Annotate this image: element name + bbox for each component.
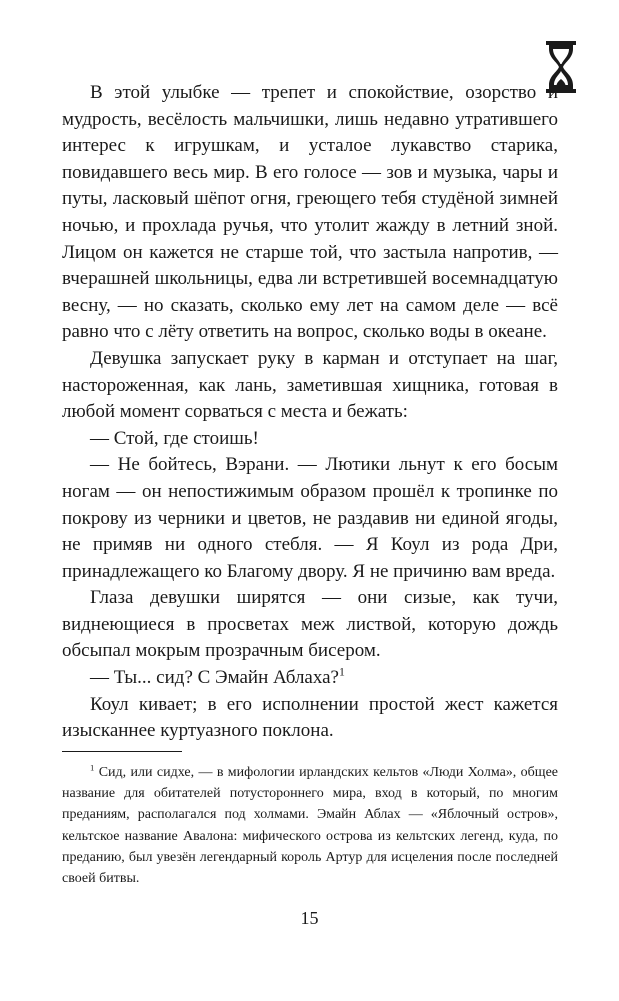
- dialogue-line: — Не бойтесь, Вэрани. — Лютики льнут к его босым ногам — он непостижимым образом прошёл к тропинке по покрову из черники и цветов, не раздавив ни единой ягоды, не примяв ни одного стебля. — Я Коул из рода Дри, принадлежащего ко Благому двору. Я не причиню вам вреда.: [62, 454, 558, 582]
- footnote-text: Сид, или сидхе, — в мифологии ирландских кельтов «Люди Холма», общее название для обитателей потустороннего мира, вход в который, по многим преданиям, располагался под холмами. Эмайн Аблах — «Яблочный остров», кельтское название Авалона: мифического острова из кельтских легенд, куда, по преданию, был увезён легендарный король Артур для исцеления после последней своей битвы.: [62, 765, 558, 887]
- paragraph: Коул кивает; в его исполнении простой жест кажется изысканнее куртуазного поклона.: [62, 693, 558, 742]
- paragraph: В этой улыбке — трепет и спокойствие, озорство и мудрость, весёлость мальчишки, лишь недавно утратившего интерес к игрушкам, и усталое лукавство старика, повидавшего весь мир. В его голосе — зов и музыка, чары и путы, ласковый шёпот огня, греющего тебя студёной зимней ночью, и прохлада ручья, что утолит жажду в летний зной. Лицом он кажется не старше той, что застыла напротив, — вчерашней школьницы, едва ли встретившей восемнадцатую весну, — но сказать, сколько ему лет на самом деле — всё равно что с лёту ответить на вопрос, сколько воды в океане.: [62, 82, 558, 343]
- footnote-paragraph: [62, 762, 558, 889]
- footnote-marker: 1: [90, 762, 95, 773]
- footnote-reference: 1: [339, 665, 345, 679]
- paragraph: Девушка запускает руку в карман и отступает на шаг, настороженная, как лань, заметившая хищника, готовая в любой момент сорваться с места и бежать:: [62, 347, 558, 423]
- footnote: [62, 762, 558, 889]
- footnote-divider: [62, 751, 182, 752]
- dialogue-text: — Ты... сид? С Эмайн Аблаха?: [90, 667, 339, 689]
- dialogue-line: — Стой, где стоишь!: [90, 427, 259, 449]
- paragraph: Глаза девушки ширятся — они сизые, как тучи, виднеющиеся в просветах меж листвой, которую дождь обсыпал мокрым прозрачным бисером.: [62, 587, 558, 662]
- dialogue-line: [62, 665, 558, 692]
- page-number: 15: [300, 908, 319, 928]
- main-text: [62, 80, 558, 745]
